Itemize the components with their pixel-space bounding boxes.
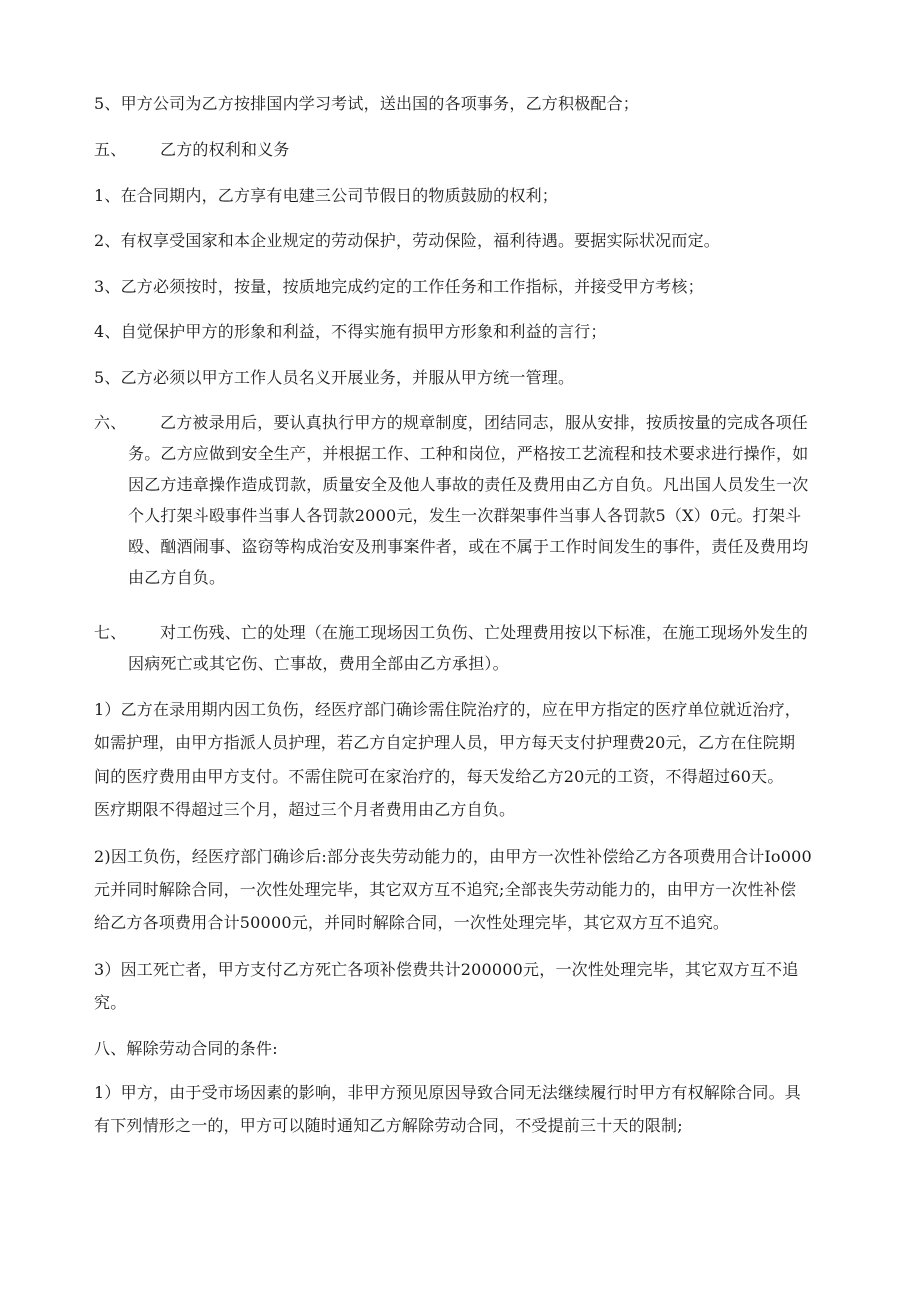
text-line: 2、有权享受国家和本企业规定的劳动保护，劳动保险，福利待遇。要据实际状况而定。 bbox=[94, 231, 720, 250]
text-line: 殴、酗酒闹事、盗窃等构成治安及刑事案件者，或在不属于工作时间发生的事件，责任及费用均 bbox=[128, 537, 809, 556]
text-line: 间的医疗费用由甲方支付。不需住院可在家治疗的，每天发给乙方20元的工资，不得超过60天。 bbox=[94, 767, 784, 786]
text-line: 1、在合同期内，乙方享有电建三公司节假日的物质鼓励的权利； bbox=[94, 186, 558, 205]
text-line: 因乙方违章操作造成罚款，质量安全及他人事故的责任及费用由乙方自负。凡出国人员发生一次 bbox=[128, 475, 809, 494]
text-line: 给乙方各项费用合计50000元，并同时解除合同，一次性处理完毕，其它双方互不追究。 bbox=[94, 913, 730, 932]
section-heading-six bbox=[94, 413, 808, 433]
section-heading-five bbox=[94, 140, 290, 160]
text-line: 元并同时解除合同，一次性处理完毕，其它双方互不追究;全部丧失劳动能力的，由甲方一次性补偿 bbox=[94, 880, 797, 899]
section-heading-seven bbox=[94, 623, 808, 643]
section-text: 乙方被录用后，要认真执行甲方的规章制度，团结同志，服从安排，按质按量的完成各项任 bbox=[160, 413, 809, 432]
text-line: 5、乙方必须以甲方工作人员名义开展业务，并服从甲方统一管理。 bbox=[94, 368, 575, 387]
text-line: 如需护理，由甲方指派人员护理，若乙方自定护理人员，甲方每天支付护理费20元，乙方在住院期 bbox=[94, 733, 796, 752]
section-text: 对工伤残、亡的处理（在施工现场因工负伤、亡处理费用按以下标准，在施工现场外发生的 bbox=[160, 623, 809, 642]
text-line: 由乙方自负。 bbox=[128, 568, 226, 587]
section-number: 六、 bbox=[94, 413, 127, 432]
text-line: 因病死亡或其它伤、亡事故，费用全部由乙方承担）。 bbox=[128, 654, 509, 673]
text-line: 医疗期限不得超过三个月，超过三个月者费用由乙方自负。 bbox=[94, 800, 516, 819]
text-line: 3、乙方必须按时，按量，按质地完成约定的工作任务和工作指标，并接受甲方考核； bbox=[94, 277, 704, 296]
text-line: 3）因工死亡者，甲方支付乙方死亡各项补偿费共计200000元，一次性处理完毕，其它双方互不追 bbox=[94, 960, 799, 979]
text-line: 2)因工负伤，经医疗部门确诊后:部分丧失劳动能力的，由甲方一次性补偿给乙方各项费用合计Io000 bbox=[94, 847, 812, 866]
text-line: 5、甲方公司为乙方按排国内学习考试，送出国的各项事务，乙方积极配合； bbox=[94, 94, 639, 113]
text-line: 有下列情形之一的，甲方可以随时通知乙方解除劳动合同，不受提前三十天的限制; bbox=[94, 1116, 683, 1135]
text-line: 究。 bbox=[94, 993, 127, 1012]
text-line: 个人打架斗殴事件当事人各罚款2000元，发生一次群架事件当事人各罚款5（X）0元。打架斗 bbox=[128, 506, 802, 525]
section-heading-eight: 八、解除劳动合同的条件: bbox=[94, 1039, 278, 1058]
section-number: 五、 bbox=[94, 140, 127, 159]
section-number: 七、 bbox=[94, 623, 127, 642]
text-line: 4、自觉保护甲方的形象和利益，不得实施有损甲方形象和利益的言行； bbox=[94, 322, 607, 341]
text-line: 1）乙方在录用期内因工负伤，经医疗部门确诊需住院治疗的，应在甲方指定的医疗单位就近治疗， bbox=[94, 700, 801, 719]
text-line: 1）甲方，由于受市场因素的影响，非甲方预见原因导致合同无法继续履行时甲方有权解除合同。具 bbox=[94, 1083, 801, 1102]
section-title: 乙方的权利和义务 bbox=[160, 140, 290, 159]
text-line: 务。乙方应做到安全生产，并根据工作、工种和岗位，严格按工艺流程和技术要求进行操作，如 bbox=[128, 444, 809, 463]
